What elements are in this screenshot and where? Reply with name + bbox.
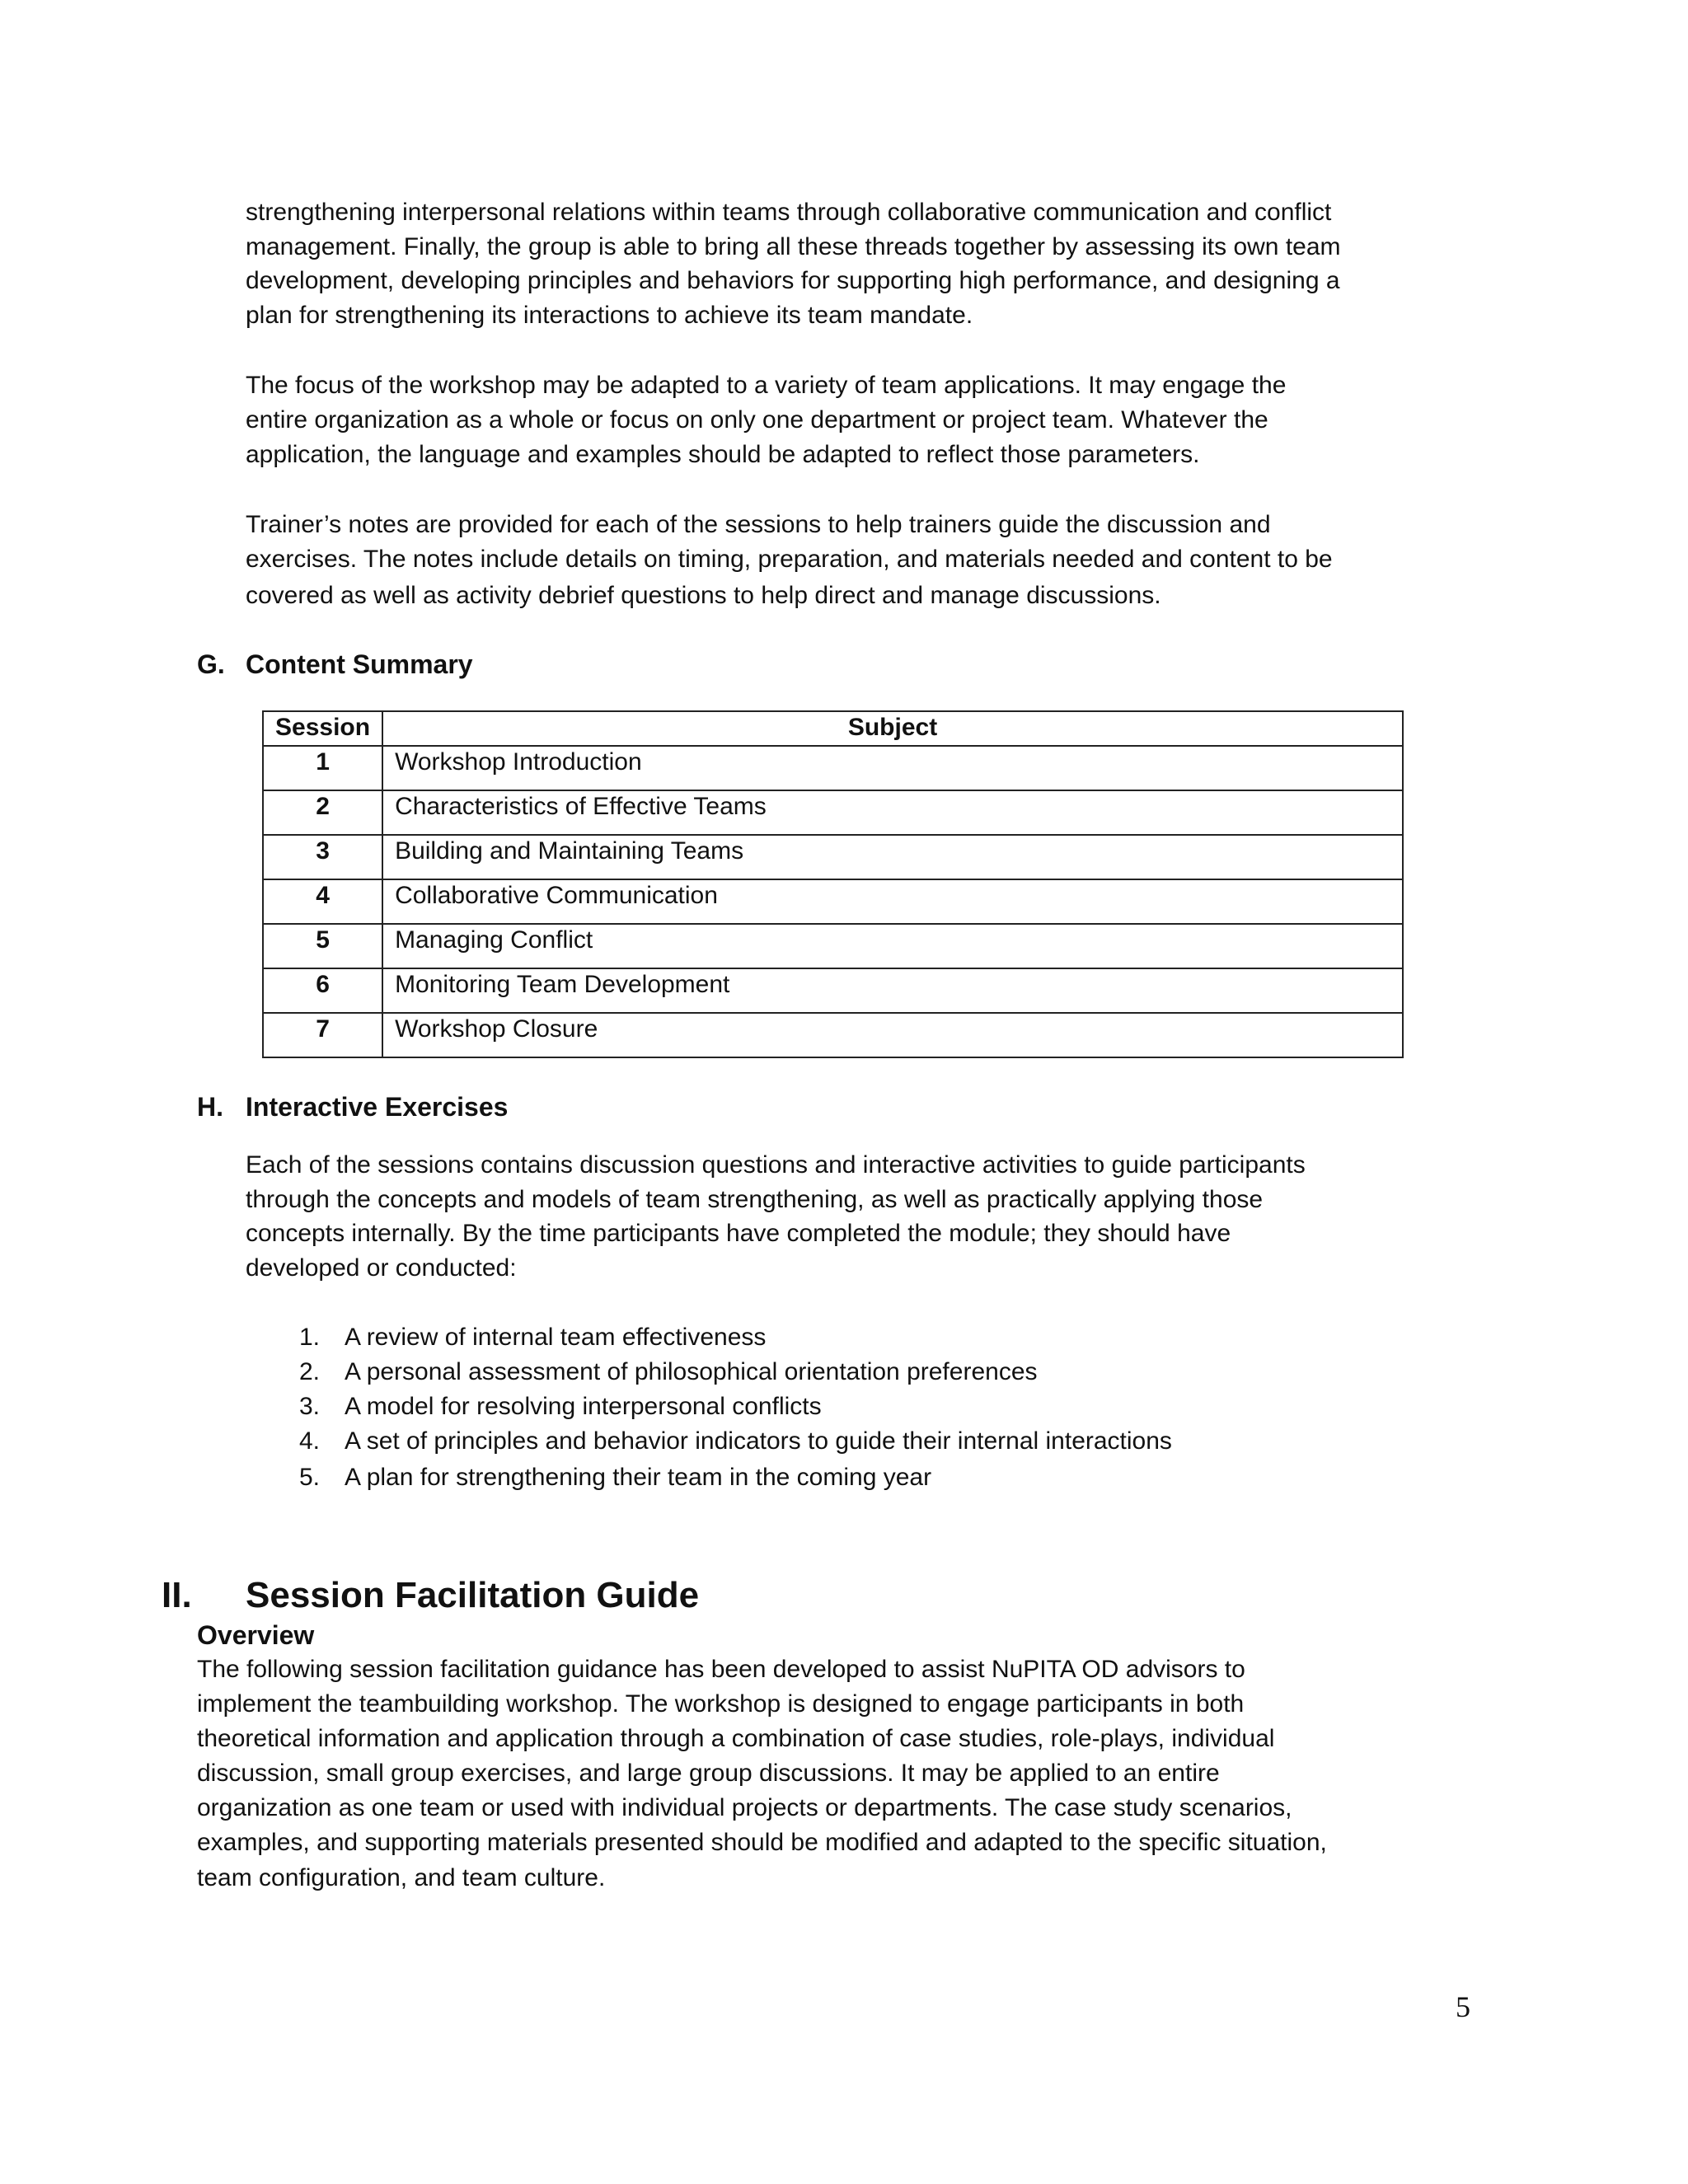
table-row [263,968,1403,1013]
list-item: A personal assessment of philosophical orientation preferences [345,1358,1038,1385]
section-h-heading: Interactive Exercises [246,1092,509,1122]
session-number: 7 [263,1013,382,1057]
text-line: team configuration, and team culture. [197,1864,606,1891]
text-line: organization as one team or used with individual projects or departments. The case study scenarios, [197,1794,1292,1821]
list-item: A plan for strengthening their team in the coming year [345,1464,932,1491]
list-number: 4. [298,1427,320,1455]
section-g-heading: Content Summary [246,649,473,679]
session-subject: Workshop Closure [382,1013,1403,1057]
text-line: exercises. The notes include details on timing, preparation, and materials needed and content to be [246,546,1333,573]
text-line: development, developing principles and behaviors for supporting high performance, and designing a [246,267,1340,294]
table-row [263,790,1403,835]
text-line: strengthening interpersonal relations within teams through collaborative communication and conflict [246,199,1332,226]
subject-column-header: Subject [382,711,1403,746]
list-item: A set of principles and behavior indicators to guide their internal interactions [345,1427,1172,1455]
text-line: plan for strengthening its interactions to achieve its team mandate. [246,302,973,329]
list-number: 5. [298,1464,320,1491]
section-h-letter: H. [197,1092,223,1122]
session-subject: Monitoring Team Development [382,968,1403,1013]
text-line: Trainer’s notes are provided for each of the sessions to help trainers guide the discussion and [246,511,1271,538]
text-line: Each of the sessions contains discussion questions and interactive activities to guide participants [246,1151,1306,1179]
text-line: implement the teambuilding workshop. The workshop is designed to engage participants in both [197,1690,1245,1718]
session-number: 1 [263,746,382,790]
session-subject: Managing Conflict [382,924,1403,968]
overview-subheading: Overview [197,1620,315,1650]
list-number: 2. [298,1358,320,1385]
list-number: 1. [298,1324,320,1351]
session-subject: Characteristics of Effective Teams [382,790,1403,835]
list-item: A review of internal team effectiveness [345,1324,767,1351]
session-number: 2 [263,790,382,835]
session-subject: Collaborative Communication [382,879,1403,924]
section-g-letter: G. [197,649,225,679]
table-row [263,746,1403,790]
list-item: A model for resolving interpersonal conflicts [345,1393,822,1420]
session-number: 5 [263,924,382,968]
table-row [263,879,1403,924]
table-header-row [263,711,1403,746]
text-line: examples, and supporting materials presented should be modified and adapted to the specific situation, [197,1829,1327,1856]
text-line: entire organization as a whole or focus on only one department or project team. Whatever the [246,406,1268,434]
text-line: theoretical information and application through a combination of case studies, role-plays, individual [197,1725,1275,1752]
table-row [263,924,1403,968]
session-number: 3 [263,835,382,879]
session-subject: Building and Maintaining Teams [382,835,1403,879]
text-line: The following session facilitation guidance has been developed to assist NuPITA OD advisors to [197,1656,1245,1683]
text-line: application, the language and examples should be adapted to reflect those parameters. [246,441,1200,468]
text-line: concepts internally. By the time participants have completed the module; they should have [246,1220,1231,1247]
text-line: discussion, small group exercises, and large group discussions. It may be applied to an entire [197,1760,1220,1787]
session-subject: Workshop Introduction [382,746,1403,790]
session-number: 4 [263,879,382,924]
section-ii-heading: Session Facilitation Guide [246,1575,700,1615]
list-number: 3. [298,1393,320,1420]
session-column-header: Session [263,711,382,746]
text-line: covered as well as activity debrief questions to help direct and manage discussions. [246,582,1161,609]
table-row [263,835,1403,879]
text-line: management. Finally, the group is able to bring all these threads together by assessing its own team [246,233,1341,260]
content-summary-table [262,710,1404,1058]
text-line: The focus of the workshop may be adapted to a variety of team applications. It may engage the [246,372,1287,399]
page-number: 5 [1456,1990,1470,2023]
text-line: through the concepts and models of team strengthening, as well as practically applying those [246,1186,1264,1213]
session-number: 6 [263,968,382,1013]
table-row [263,1013,1403,1057]
section-ii-numeral: II. [162,1575,192,1615]
text-line: developed or conducted: [246,1254,517,1282]
